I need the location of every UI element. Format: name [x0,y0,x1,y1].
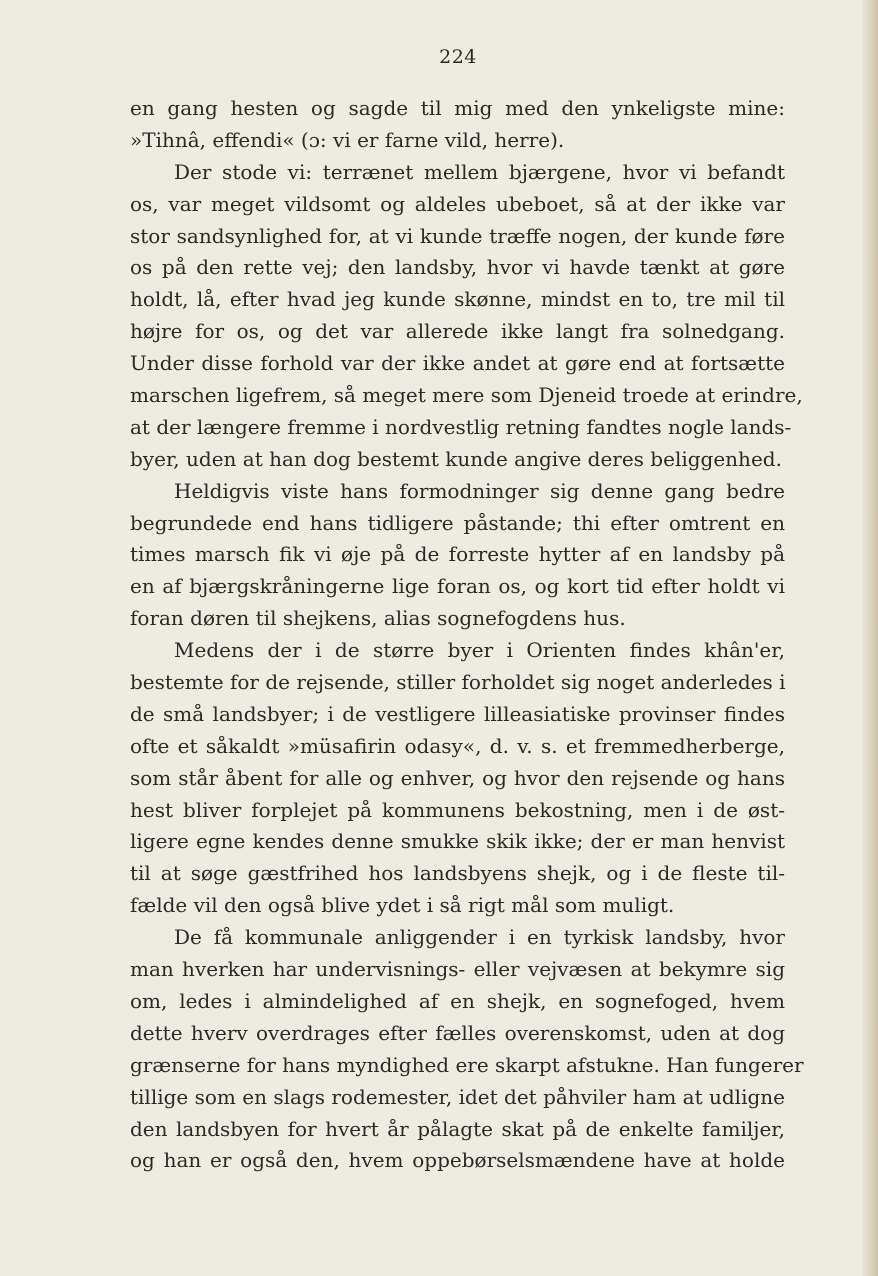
text-line: en gang hesten og sagde til mig med den ynkeligste mine: [130,96,785,120]
text-line: den landsbyen for hvert år pålagte skat på de enkelte familjer, [130,1116,785,1141]
text-line: Der stode vi: terrænet mellem bjærgene, hvor vi befandt [174,159,785,184]
text-line: times marsch fik vi øje på de forreste hytter af en landsby på [130,542,785,567]
text-line: byer, uden at han dog bestemt kunde angive deres beliggenhed. [130,446,782,471]
text-line: grænserne for hans myndighed ere skarpt afstukne. Han fungerer [130,1052,804,1077]
text-line: holdt, lå, efter hvad jeg kunde skønne, mindst en to, tre mil til [130,287,785,312]
text-line: Medens der i de større byer i Orienten findes khân'er, [174,638,785,663]
text-line: »Tihnâ, effendi« (ɔ: vi er farne vild, herre). [130,127,565,152]
page-number: 224 [439,46,477,68]
text-line: ofte et såkaldt »müsafirin odasy«, d. v. s. et fremmedherberge, [130,733,785,758]
text-line: stor sandsynlighed for, at vi kunde træffe nogen, der kunde føre [130,223,785,248]
text-line: til at søge gæstfrihed hos landsbyens shejk, og i de fleste til- [130,861,785,886]
text-line: at der længere fremme i nordvestlig retning fandtes nogle lands- [130,414,792,439]
text-line: Under disse forhold var der ikke andet at gøre end at fortsætte [130,351,785,376]
text-line: dette hverv overdrages efter fælles overenskomst, uden at dog [130,1020,785,1045]
body-text [130,93,804,1177]
text-line: som står åbent for alle og enhver, og hvor den rejsende og hans [130,765,785,790]
text-line: en af bjærgskråningerne lige foran os, og kort tid efter holdt vi [130,574,785,599]
text-line: foran døren til shejkens, alias sognefogdens hus. [130,606,626,631]
text-line: de små landsbyer; i de vestligere lilleasiatiske provinser findes [130,701,785,726]
text-line: os, var meget vildsomt og aldeles ubeboet, så at der ikke var [130,191,785,216]
text-line: tillige som en slags rodemester, idet det påhviler ham at udligne [130,1084,785,1109]
text-line: begrundede end hans tidligere påstande; thi efter omtrent en [130,510,785,535]
text-line: fælde vil den også blive ydet i så rigt mål som muligt. [130,893,675,918]
text-line: De få kommunale anliggender i en tyrkisk landsby, hvor [174,925,785,950]
text-line: marschen ligefrem, så meget mere som Djeneid troede at erindre, [130,383,803,408]
text-line: højre for os, og det var allerede ikke langt fra solnedgang. [130,319,785,344]
text-line: Heldigvis viste hans formodninger sig denne gang bedre [174,478,785,503]
text-line: hest bliver forplejet på kommunens bekostning, men i de øst- [130,797,785,822]
text-line: ligere egne kendes denne smukke skik ikke; der er man henvist [130,829,785,854]
page-edge-shadow [862,0,878,1276]
text-line: om, ledes i almindelighed af en shejk, en sognefoged, hvem [130,988,785,1013]
text-line: man hverken har undervisnings- eller vejvæsen at bekymre sig [130,957,785,982]
text-line: og han er også den, hvem oppebørselsmændene have at holde [130,1148,785,1173]
text-line: bestemte for de rejsende, stiller forholdet sig noget anderledes i [130,670,786,695]
text-line: os på den rette vej; den landsby, hvor vi havde tænkt at gøre [130,255,785,280]
